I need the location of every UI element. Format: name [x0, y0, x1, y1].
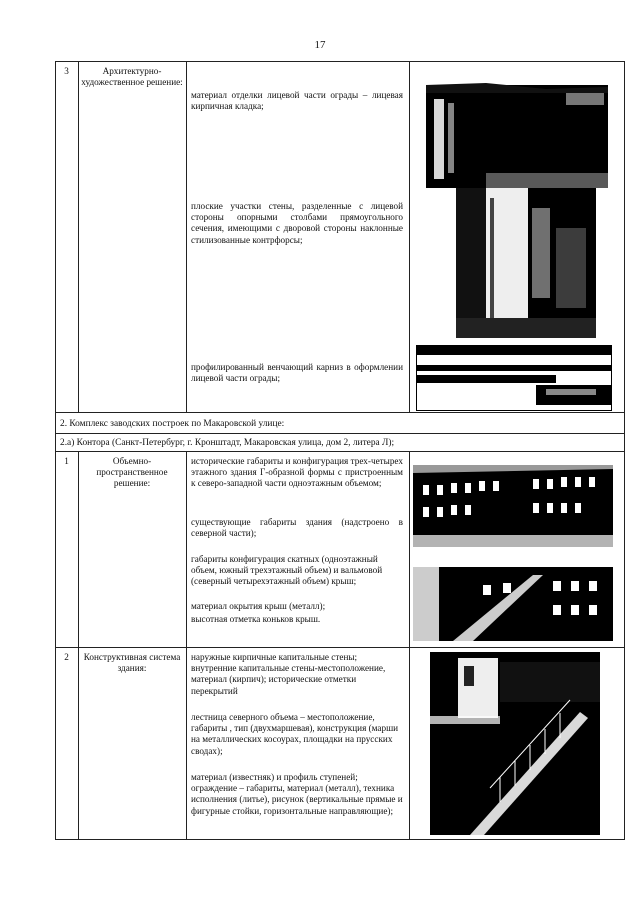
col-divider — [409, 61, 410, 412]
row-number: 2 — [64, 652, 69, 662]
fence-photo — [426, 63, 608, 188]
row2-text-1: наружные кирпичные капитальные стены; внутренние капитальные стены-местоположение, материал (кирпич); исторические отметки перекрытий — [191, 652, 386, 696]
section-heading: 2. Комплекс заводских построек по Макаровской улице: — [60, 419, 285, 429]
row-title: Конструктивная система здания: — [83, 652, 181, 673]
row-divider — [55, 647, 625, 648]
row2-text-3: материал (известняк) и профиль ступеней; ограждение – габариты, материал (металл), техника исполнения (литье), рисунок (вертикальные прямые и фигурные стойки, горизонтальные направляющие); — [191, 772, 403, 816]
section3-item-2: плоские участки стены, разделенные с лицевой стороны опорными столбами прямоугольного сечения, имеющими с дворовой стороны наклонные стилизованные контрфорсы; — [191, 201, 403, 245]
row1-text-1: исторические габариты и конфигурация трех-четырех этажного здания Г-образной формы с пристроенным к северо-западной части одноэтажным объемом; — [191, 456, 403, 489]
row2-text-2: лестница северного объема – местоположение, габариты , тип (двухмаршевая), конструкция (марши на металлических косоурах, площадки на прусских сводах); — [191, 712, 399, 756]
row1-text-3: габариты конфигурация скатных (одноэтажный объем, южный трехэтажный объем) и вальмовой (северный четырехэтажный объем) крыш; — [191, 554, 383, 587]
col-divider — [186, 61, 187, 412]
row-title: Объемно-пространственное решение: — [96, 456, 168, 488]
row-title: Архитектурно-художественное решение: — [81, 66, 183, 87]
subsection-heading: 2.а) Контора (Санкт-Петербург, г. Кронштадт, Макаровская улица, дом 2, литера Л); — [60, 438, 395, 448]
row-divider — [55, 451, 625, 452]
section3-item-3: профилированный венчающий карниз в оформлении лицевой части ограды; — [191, 362, 403, 384]
row1-text-2: существующие габариты здания (надстроено в северной части); — [191, 517, 403, 539]
building-photo-2 — [413, 555, 613, 641]
col-divider — [78, 61, 79, 412]
col-divider — [186, 451, 187, 840]
row-divider — [55, 412, 625, 413]
building-photo-1 — [413, 455, 613, 547]
staircase-photo — [430, 652, 600, 835]
cornice-photo — [416, 345, 612, 411]
row-divider — [55, 433, 625, 434]
row1-text-4: материал окрытия крыш (металл); — [191, 601, 326, 611]
row-number: 3 — [64, 66, 69, 76]
row-number: 1 — [64, 456, 69, 466]
pillar-photo — [456, 188, 596, 338]
col-divider — [78, 451, 79, 840]
page-number: 17 — [314, 39, 326, 51]
section3-item-1: материал отделки лицевой части ограды – лицевая кирпичная кладка; — [191, 90, 403, 112]
row1-text-5: высотная отметка коньков крыш. — [191, 614, 321, 624]
col-divider — [409, 451, 410, 840]
